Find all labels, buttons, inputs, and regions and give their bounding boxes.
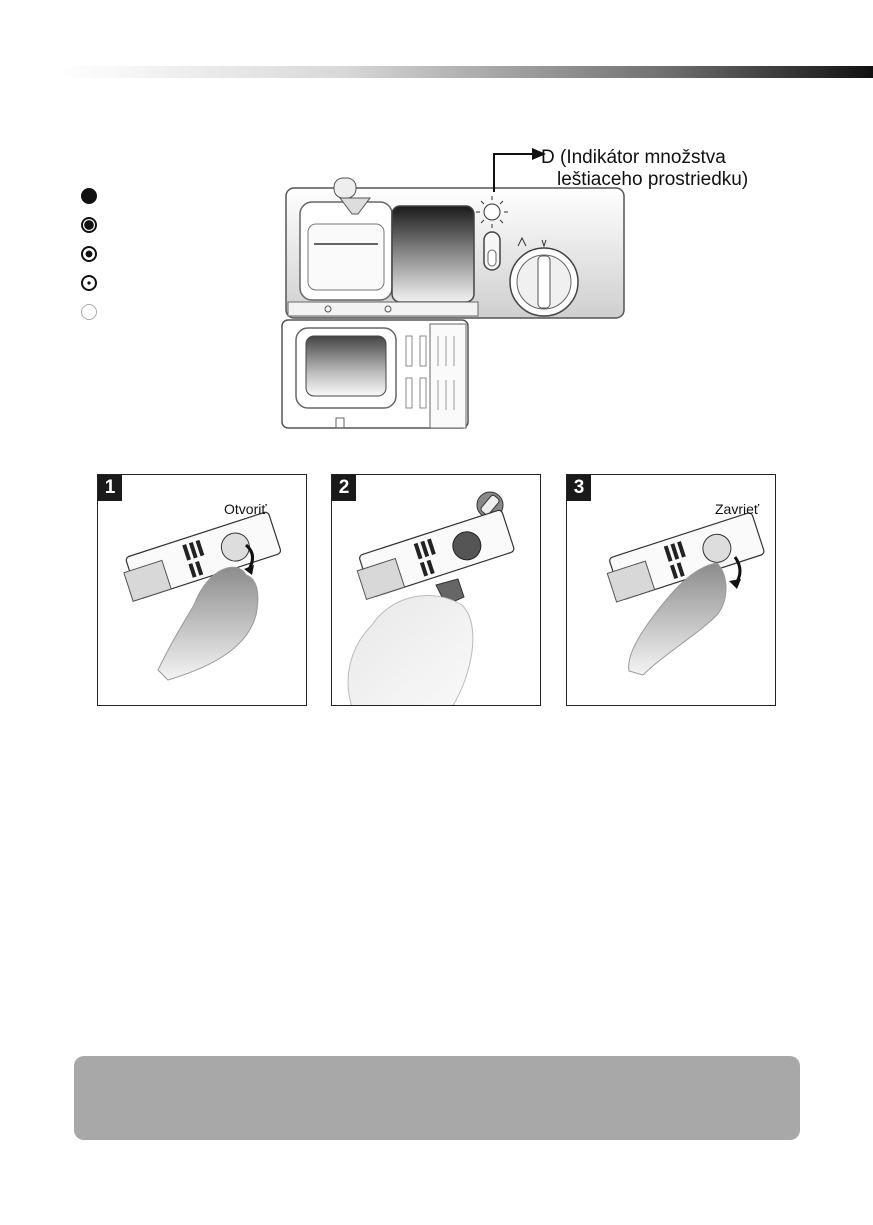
level-full-icon: [81, 188, 97, 204]
step-2-illustration: [332, 475, 541, 706]
header-gradient-bar: [60, 66, 873, 78]
level-three-quarter-icon: [81, 217, 97, 233]
note-box: [74, 1056, 800, 1140]
step-panel-2: [331, 474, 541, 706]
indicator-label-line1: D (Indikátor množstva: [541, 147, 726, 168]
level-quarter-icon: [81, 275, 97, 291]
step-panel-1: [97, 474, 307, 706]
step-caption: Zavrieť: [715, 501, 760, 517]
step-number-badge: 3: [567, 475, 591, 501]
level-empty-icon: [81, 304, 97, 320]
step-panel-3: [566, 474, 776, 706]
step-number-badge: 2: [332, 475, 356, 501]
level-half-icon: [81, 246, 97, 262]
step-1-illustration: [98, 475, 307, 706]
indicator-label-line2: leštiaceho prostriedku): [557, 169, 749, 190]
step-caption: Otvoriť: [224, 501, 267, 517]
rinse-aid-indicator-label: [541, 147, 748, 191]
step-number-badge: 1: [98, 475, 122, 501]
